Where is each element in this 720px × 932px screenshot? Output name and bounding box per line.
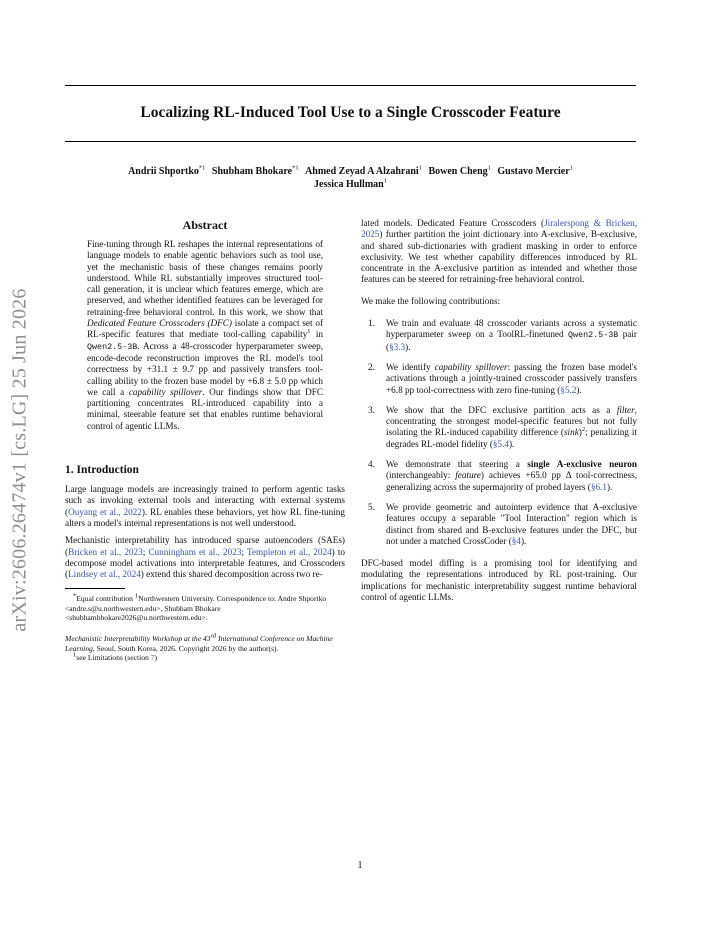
contributions-intro: We make the following contributions: bbox=[361, 295, 501, 306]
introduction-heading: 1. Introduction bbox=[65, 464, 139, 477]
section-link[interactable]: 7 bbox=[150, 653, 155, 663]
venue-notice: Mechanistic Interpretability Workshop at the 43rd International Conference on Machine Learning, Seoul, South Korea, 2026. Copyright 2026 by the author(s). bbox=[65, 632, 333, 653]
author: Andrii Shportko$^{*1}$ bbox=[128, 164, 206, 177]
affiliation-footnote: *Equal contribution $^1$Northwestern University. Correspondence to: Andre Shportko <andre.s@u.northwestern.edu>, Shubham Bhokare <shubhambhokare2026@u.northwestern.edu>. bbox=[65, 592, 327, 622]
citation-link[interactable]: Bricken et al., 2023 bbox=[68, 546, 143, 557]
citation-link[interactable]: Lindsey et al., 2024 bbox=[68, 569, 141, 580]
footnote-rule bbox=[65, 588, 125, 589]
section-link[interactable]: §5.2 bbox=[560, 384, 577, 395]
arxiv-identifier: arXiv:2606.26474v1 [cs.LG] 25 Jun 2026 bbox=[8, 288, 31, 632]
section-link[interactable]: §5.4 bbox=[492, 438, 509, 449]
body-paragraph: lated models. Dedicated Feature Crosscoders (Jiralerspong & Bricken, 2025) further partition the joint dictionary into A-exclusive, B-exclusive, and shared sub-dictionaries with gradient masking in order to enforce exclusivity. We test whether capability differences introduced by RL concentrate in the A-exclusive partition as intended and whether those features can be steered for retraining-free behavioral control. bbox=[361, 218, 638, 285]
abstract-heading: Abstract bbox=[182, 218, 228, 232]
author: Shubham Bhokare$^{*1}$ bbox=[211, 164, 299, 177]
intro-paragraph: Mechanistic interpretability has introduced sparse autoencoders (SAEs) (Bricken et al., 2023; Cunningham et al., 2023; Templeton et al., 2024) to decompose model activations into interpretable features, and Crosscoders (Lindsey et al., 2024) extend this shared decomposition across two re- bbox=[65, 535, 345, 580]
contributions-list bbox=[361, 318, 637, 547]
contribution-item: 2. We identify capability spillover: passing the frozen base model's activations through a jointly-trained crosscoder passively transfers +6.8 pp tool-correctness with zero fine-tuning (§5.2). bbox=[368, 361, 637, 395]
right-column bbox=[361, 218, 637, 613]
author: Jessica Hullman$^1$ bbox=[314, 177, 387, 190]
citation-link[interactable]: Cunningham et al., 2023 bbox=[148, 546, 242, 557]
paper-title: Localizing RL-Induced Tool Use to a Single Crosscoder Feature bbox=[140, 104, 561, 121]
title-bottom-rule bbox=[65, 141, 636, 142]
citation-link[interactable]: Templeton et al., 2024 bbox=[246, 546, 332, 557]
page-number: 1 bbox=[357, 860, 363, 871]
limitations-footnote: $^1$see Limitations (section 7) bbox=[73, 651, 158, 663]
contribution-item: 1. We train and evaluate 48 crosscoder variants across a systematic hyperparameter sweep on a ToolRL-finetuned Qwen2.5-3B pair (§3.3). bbox=[368, 318, 637, 352]
contribution-item: 4. We demonstrate that steering a single A-exclusive neuron (interchangeably: feature) achieves +65.0 pp Δ tool-correctness, generalizing across the supermajority of probed layers (§6.1). bbox=[368, 459, 637, 492]
body-paragraph: DFC-based model diffing is a promising tool for identifying and modulating the representations introduced by RL post-training. Our implications for mechanistic interpretability suggest runtime behavioral control of agentic LLMs. bbox=[361, 558, 637, 603]
title-top-rule bbox=[65, 85, 636, 86]
section-link[interactable]: §3.3 bbox=[389, 341, 406, 352]
author: Gustavo Mercier$^1$ bbox=[497, 164, 573, 177]
intro-paragraph: Large language models are increasingly trained to perform agentic tasks such as invoking external tools and interacting with external systems (Ouyang et al., 2022). RL enables these behaviors, yet how RL fine-tuning alters a model's internal representations is not well understood. bbox=[65, 484, 345, 528]
contribution-item: 3. We show that the DFC exclusive partition acts as a filter, concentrating the strongest model-specific features but not fully isolating the RL-induced capability difference $(\sin k)^2$; penalizing it degrades RL-model fidelity (§5.4). bbox=[368, 404, 637, 449]
author: Ahmed Zeyad A Alzahrani$^1$ bbox=[305, 164, 422, 177]
citation-link[interactable]: Jiralerspong & Bricken, 2025 bbox=[361, 218, 638, 240]
contribution-item: 5. We provide geometric and autointerp evidence that A-exclusive features occupy a separable "Tool Interaction" region which is distinct from shared and B-exclusive features under the DFC, but not under a matched CrossCoder (§4). bbox=[368, 501, 637, 546]
section-link[interactable]: §4 bbox=[511, 535, 521, 546]
left-column bbox=[65, 218, 345, 662]
arxiv-stamp bbox=[0, 245, 40, 675]
author-list bbox=[70, 166, 631, 191]
abstract-paragraph: Fine-tuning through RL reshapes the internal representations of language models to enable agentic behaviors such as tool use, yet the mechanistic basis of these changes remains poorly understood. While RL substantially improves structured tool-call generation, it is unclear which features emerge, which are preserved, and whether identified features can be leveraged for retraining-free behavioral control. In this work, we show that Dedicated Feature Crosscoders (DFC) isolate a compact set of RL-specific features that mediate tool-calling capability$^1$ in Qwen2.5-3B. Across a 48-crosscoder hyperparameter sweep, encode-decode reconstruction improves the RL model's tool correctness by +31.1 ± 9.7 pp and passively transfers tool-calling ability to the frozen base model by +6.8 ± 5.0 pp which we call a capability spillover. Our findings show that DFC partitioning concentrates RL-introduced capability into a minimal, steerable feature set that enables runtime behavioral control of agentic LLMs. bbox=[87, 239, 323, 431]
citation-link[interactable]: Ouyang et al., 2022 bbox=[68, 506, 142, 517]
abstract-body bbox=[87, 239, 323, 432]
section-link[interactable]: §6.1 bbox=[590, 481, 607, 492]
author: Bowen Cheng$^1$ bbox=[428, 164, 491, 177]
